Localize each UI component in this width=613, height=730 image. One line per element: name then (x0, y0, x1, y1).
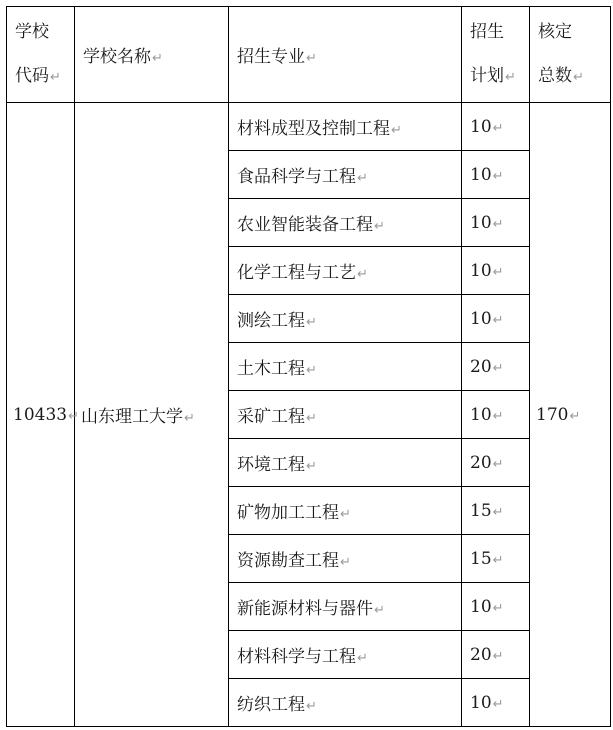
plan-count: 15 (470, 500, 492, 521)
plan-cell (462, 343, 530, 391)
major-name: 资源勘查工程 (237, 551, 339, 571)
paragraph-mark: ↵ (184, 411, 195, 426)
plan-cell (462, 247, 530, 295)
header-name-text: 学校名称 (83, 47, 151, 67)
paragraph-mark: ↵ (492, 408, 504, 424)
paragraph-mark: ↵ (492, 360, 504, 376)
major-cell (229, 631, 462, 679)
plan-count: 10 (470, 116, 492, 137)
plan-cell (462, 103, 530, 151)
major-cell (229, 439, 462, 487)
paragraph-mark: ↵ (492, 264, 504, 280)
major-cell (229, 535, 462, 583)
paragraph-mark: ↵ (492, 696, 504, 712)
paragraph-mark: ↵ (306, 411, 317, 426)
major-cell (229, 487, 462, 535)
major-cell (229, 679, 462, 727)
paragraph-mark: ↵ (492, 456, 504, 472)
plan-count: 10 (470, 212, 492, 233)
major-name: 农业智能装备工程 (237, 215, 373, 235)
paragraph-mark: ↵ (306, 459, 317, 474)
major-name: 材料科学与工程 (237, 647, 356, 667)
plan-cell (462, 439, 530, 487)
paragraph-mark: ↵ (573, 69, 584, 85)
paragraph-mark: ↵ (492, 648, 504, 664)
paragraph-mark: ↵ (492, 504, 504, 520)
paragraph-mark: ↵ (391, 123, 402, 138)
paragraph-mark: ↵ (492, 312, 504, 328)
major-cell (229, 343, 462, 391)
header-plan-line1: 招生 (470, 21, 504, 42)
school-name: 山东理工大学 (81, 407, 183, 427)
plan-count: 10 (470, 308, 492, 329)
paragraph-mark: ↵ (357, 267, 368, 282)
paragraph-mark: ↵ (492, 552, 504, 568)
major-cell (229, 247, 462, 295)
paragraph-mark: ↵ (68, 408, 79, 424)
plan-cell (462, 199, 530, 247)
paragraph-mark: ↵ (492, 168, 504, 184)
major-name: 纺织工程 (237, 695, 305, 715)
school-code-cell (7, 103, 79, 727)
major-name: 采矿工程 (237, 407, 305, 427)
paragraph-mark: ↵ (50, 69, 61, 85)
major-name: 测绘工程 (237, 311, 305, 331)
paragraph-mark: ↵ (569, 408, 581, 424)
plan-cell (462, 631, 530, 679)
enrollment-table (6, 6, 611, 727)
header-code-line1: 学校 (15, 21, 49, 42)
plan-count: 15 (470, 548, 492, 569)
header-plan-line2: 计划 (470, 65, 504, 86)
major-cell (229, 151, 462, 199)
major-cell (229, 295, 462, 343)
header-total (530, 7, 611, 103)
school-code: 10433 (13, 404, 68, 425)
header-code-line2: 代码 (15, 65, 49, 86)
plan-count: 10 (470, 404, 492, 425)
major-name: 土木工程 (237, 359, 305, 379)
paragraph-mark: ↵ (505, 69, 516, 85)
major-name: 材料成型及控制工程 (237, 119, 390, 139)
plan-cell (462, 151, 530, 199)
paragraph-mark: ↵ (492, 600, 504, 616)
table-row (7, 103, 611, 151)
plan-count: 10 (470, 596, 492, 617)
plan-count: 10 (470, 164, 492, 185)
paragraph-mark: ↵ (374, 603, 385, 618)
major-name: 新能源材料与器件 (237, 599, 373, 619)
plan-cell (462, 487, 530, 535)
major-cell (229, 583, 462, 631)
plan-cell (462, 295, 530, 343)
header-total-line1: 核定 (538, 21, 572, 42)
header-row (7, 7, 611, 103)
paragraph-mark: ↵ (306, 699, 317, 714)
paragraph-mark: ↵ (152, 51, 163, 66)
major-cell (229, 391, 462, 439)
header-plan (462, 7, 530, 103)
major-name: 环境工程 (237, 455, 305, 475)
plan-count: 20 (470, 356, 492, 377)
header-major (229, 7, 462, 103)
header-major-text: 招生专业 (237, 47, 305, 67)
plan-count: 10 (470, 260, 492, 281)
paragraph-mark: ↵ (374, 219, 385, 234)
plan-count: 20 (470, 452, 492, 473)
paragraph-mark: ↵ (357, 651, 368, 666)
paragraph-mark: ↵ (306, 363, 317, 378)
paragraph-mark: ↵ (357, 171, 368, 186)
paragraph-mark: ↵ (306, 315, 317, 330)
header-school-code (7, 7, 75, 103)
plan-cell (462, 391, 530, 439)
paragraph-mark: ↵ (492, 120, 504, 136)
paragraph-mark: ↵ (340, 507, 351, 522)
school-name-cell (75, 103, 229, 727)
paragraph-mark: ↵ (340, 555, 351, 570)
major-name: 矿物加工工程 (237, 503, 339, 523)
major-name: 食品科学与工程 (237, 167, 356, 187)
plan-cell (462, 583, 530, 631)
major-cell (229, 199, 462, 247)
total-cell (530, 103, 611, 727)
plan-count: 10 (470, 692, 492, 713)
header-school-name (75, 7, 229, 103)
plan-cell (462, 679, 530, 727)
plan-count: 20 (470, 644, 492, 665)
header-total-line2: 总数 (538, 65, 572, 86)
plan-cell (462, 535, 530, 583)
major-cell (229, 103, 462, 151)
major-name: 化学工程与工艺 (237, 263, 356, 283)
paragraph-mark: ↵ (306, 51, 317, 66)
total-count: 170 (536, 404, 569, 425)
paragraph-mark: ↵ (492, 216, 504, 232)
